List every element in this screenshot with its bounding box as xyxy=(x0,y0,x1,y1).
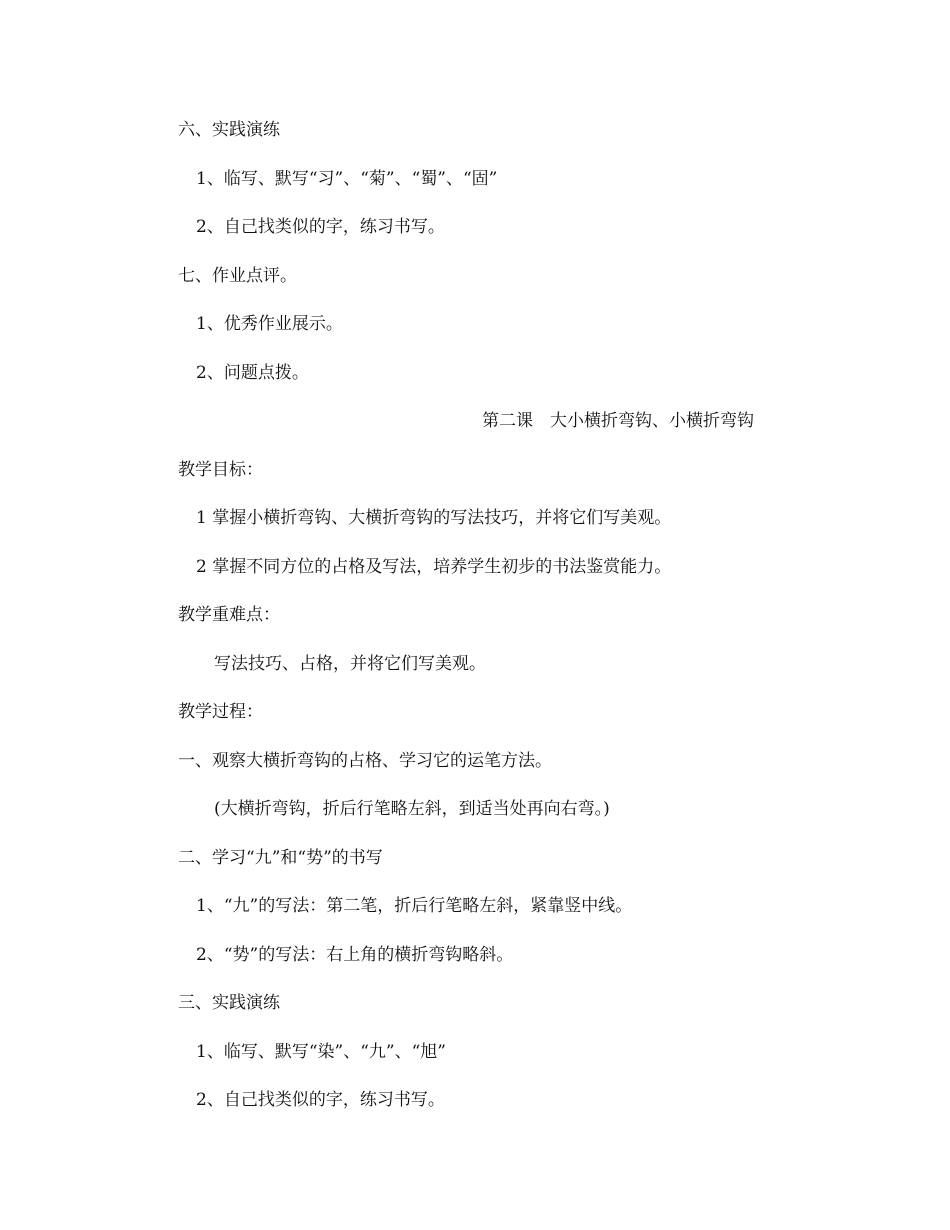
list-item: 2、自己找类似的字，练习书写。 xyxy=(196,1090,445,1110)
list-item: 1 掌握小横折弯钩、大横折弯钩的写法技巧，并将它们写美观。 xyxy=(196,508,672,528)
section-heading: 二、学习“九”和“势”的书写 xyxy=(178,848,383,868)
section-heading: 三、实践演练 xyxy=(178,993,280,1013)
lesson-title: 第二课 大小横折弯钩、小横折弯钩 xyxy=(482,411,754,431)
list-item: 2、“势”的写法：右上角的横折弯钩略斜。 xyxy=(196,945,514,965)
section-heading: 六、实践演练 xyxy=(178,120,280,140)
list-item: 2 掌握不同方位的占格及写法，培养学生初步的书法鉴赏能力。 xyxy=(196,557,672,577)
list-item: 1、临写、默写“习”、“菊”、“蜀”、“固” xyxy=(196,169,498,189)
list-item: 1、临写、默写“染”、“九”、“旭” xyxy=(196,1042,446,1062)
list-item: 2、问题点拨。 xyxy=(196,363,309,383)
paragraph: 写法技巧、占格，并将它们写美观。 xyxy=(214,654,486,674)
section-heading: 教学目标： xyxy=(178,460,263,480)
list-item: 1、优秀作业展示。 xyxy=(196,314,343,334)
list-item: 1、“九”的写法：第二笔，折后行笔略左斜，紧靠竖中线。 xyxy=(196,896,633,916)
section-heading: 一、观察大横折弯钩的占格、学习它的运笔方法。 xyxy=(178,751,552,771)
paragraph: (大横折弯钩，折后行笔略左斜，到适当处再向右弯。) xyxy=(214,799,610,819)
section-heading: 教学重难点： xyxy=(178,605,280,625)
section-heading: 教学过程： xyxy=(178,702,263,722)
section-heading: 七、作业点评。 xyxy=(178,266,297,286)
list-item: 2、自己找类似的字，练习书写。 xyxy=(196,217,445,237)
